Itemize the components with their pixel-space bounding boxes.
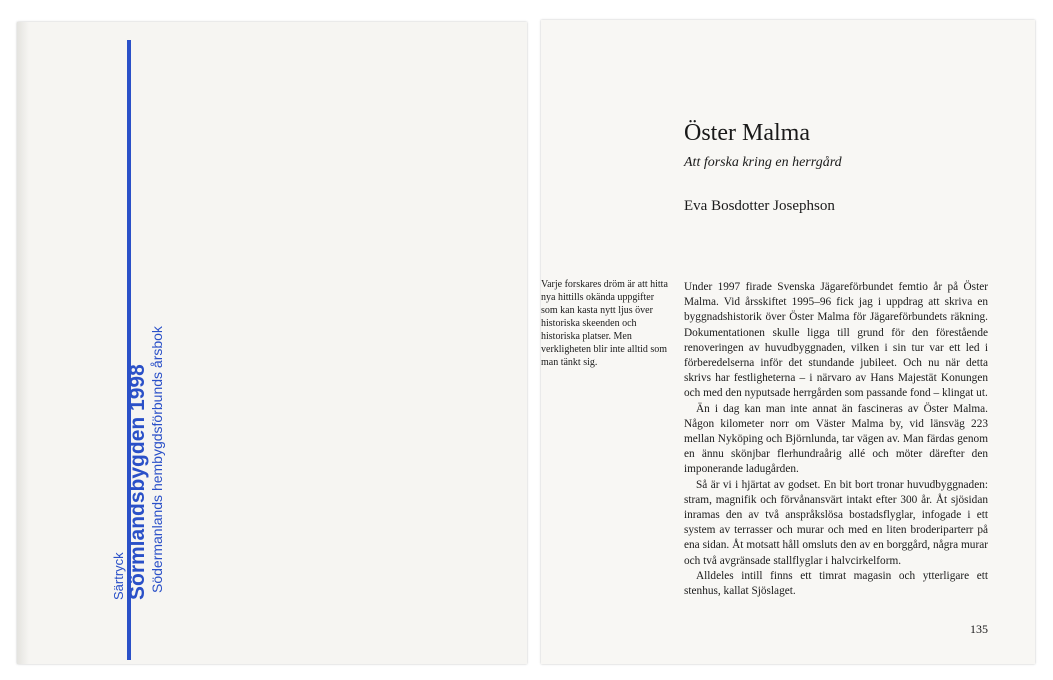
paragraph: Så är vi i hjärtat av godset. En bit bort tronar huvudbyggnaden: stram, magnifik och förvånansvärt intakt efter 300 år. Åt sjösidan inramas den av två anspråkslösa bostadsflyglar, infogade i ett system av terrasser och murar och med en liten broderiparterr på ena sidan. Åt motsatt håll omsluts den av en borggård, några murar och två avgränsade stallflyglar i halvcirkelform. [684,478,988,567]
article-title: Öster Malma [684,120,810,146]
article-author: Eva Bosdotter Josephson [684,198,835,214]
article-subtitle: Att forska kring en herrgård [684,155,842,170]
book-cover [17,22,527,664]
paragraph: Under 1997 firade Svenska Jägareförbundet femtio år på Öster Malma. Vid årsskiftet 1995–96 fick jag i uppdrag att skriva en byggnadshistorik över Öster Malma för Jägareförbundets räkning. Dokumentationen skulle ligga till grund för den förestående renoveringen av huvudbyggnaden, vilken i sin tur var ett led i förberedelserna inför det stundande jubileet. Och nu när detta skrivs har festligheterna – i närvaro av Hans Majestät Konungen och med den nyputsade herrgården som passande fond – klingat ut. [684,281,988,400]
cover-subtitle: Södermanlands hembygdsförbunds årsbok [149,326,165,593]
paragraph: Än i dag kan man inte annat än fascineras av Öster Malma. Någon kilometer norr om Väster Malma by, vid länsväg 223 mellan Nyköping och Björnlunda, tar vägen av. Man färdas genom en ännu skönjbar flerhundraårig allé och möter därefter den imponerande ladugården. [684,402,988,476]
paragraph: Alldeles intill finns ett timrat magasin och ytterligare ett stenhus, kallat Sjöslaget. [684,569,988,598]
article-body [684,280,988,599]
cover-title: Sörmlandsbygden 1998 [126,364,149,600]
article-page [541,20,1035,664]
cover-spine [17,22,29,664]
page-number: 135 [970,622,988,636]
margin-note: Varje forskares dröm är att hitta nya hittills okända uppgifter som kan kasta nytt ljus över historiska skeenden och historiska platser. Men verkligheten blir inte alltid som man tänkt sig. [541,279,668,368]
cover-sartryck: Särtryck [111,552,126,600]
cover-title-block [112,364,150,600]
